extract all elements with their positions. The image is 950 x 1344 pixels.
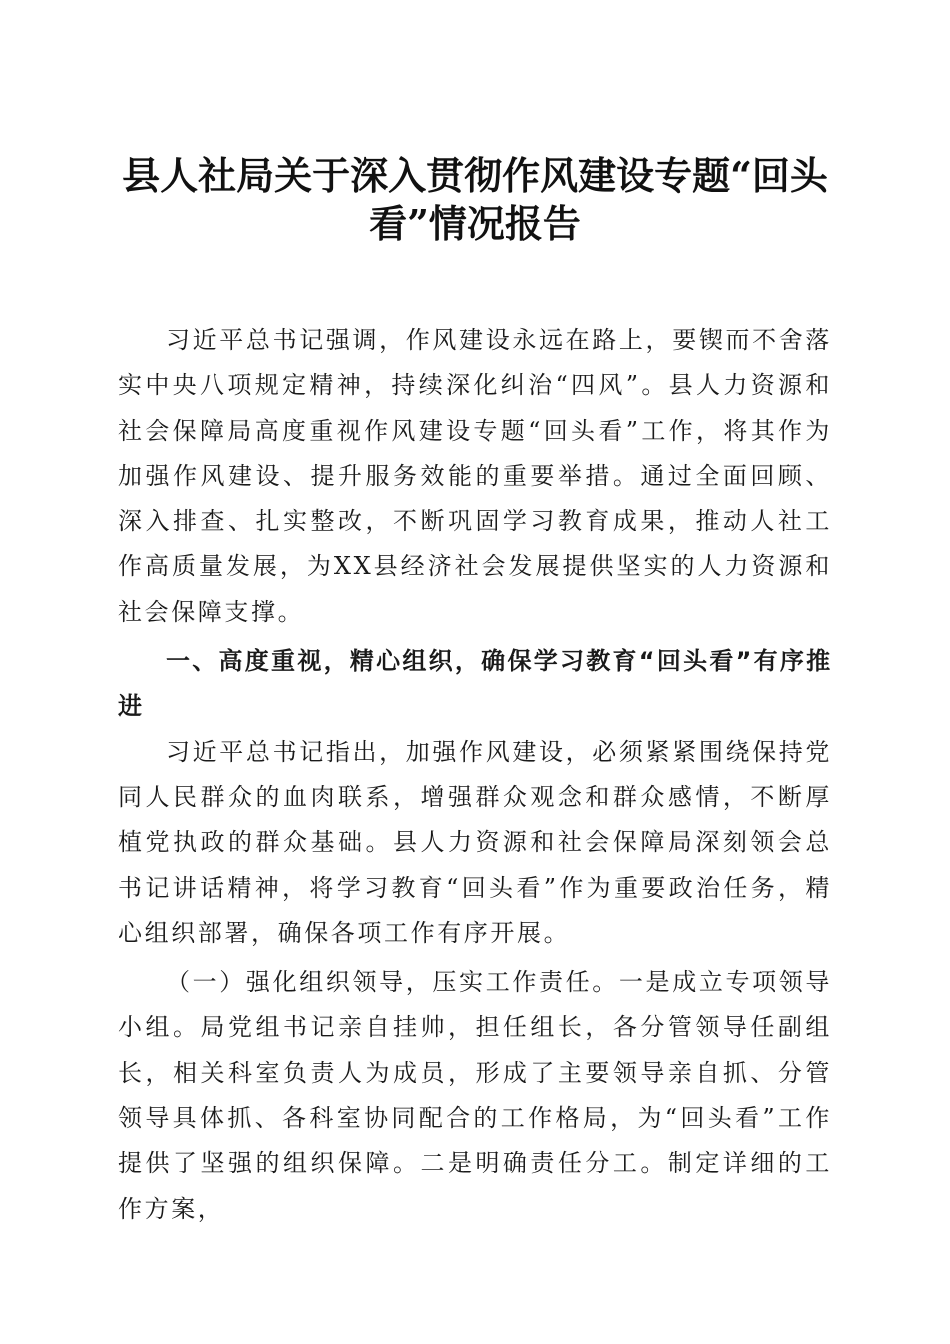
section-heading-1: 一、高度重视，精心组织，确保学习教育“回头看”有序推进 bbox=[118, 647, 832, 721]
subsection-1-title: （一）强化组织领导，压实工作责任。 bbox=[166, 968, 619, 997]
document-title: 县人社局关于深入贯彻作风建设专题“回头看”情况报告 bbox=[122, 153, 828, 246]
intro-paragraph: 习近平总书记强调，作风建设永远在路上，要锲而不舍落实中央八项规定精神，持续深化纠治“四风”。县人力资源和社会保障局高度重视作风建设专题“回头看”工作，将其作为加强作风建设、提升服务效能的重要举措。通过全面回顾、深入排查、扎实整改，不断巩固学习教育成果，推动人社工作高质量发展，为XX县经济社会发展提供坚实的人力资源和社会保障支撑。 bbox=[118, 326, 832, 626]
document-body bbox=[118, 318, 832, 1232]
section-1-paragraph: 习近平总书记指出，加强作风建设，必须紧紧围绕保持党同人民群众的血肉联系，增强群众观念和群众感情，不断厚植党执政的群众基础。县人力资源和社会保障局深刻领会总书记讲话精神，将学习教育“回头看”作为重要政治任务，精心组织部署，确保各项工作有序开展。 bbox=[118, 737, 832, 947]
subsection-1-paragraph bbox=[118, 960, 832, 1232]
subsection-1-body: 一是成立专项领导小组。局党组书记亲自挂帅，担任组长，各分管领导任副组长，相关科室负责人为成员，形成了主要领导亲自抓、分管领导具体抓、各科室协同配合的工作格局，为“回头看”工作提供了坚强的组织保障。二是明确责任分工。制定详细的工作方案， bbox=[118, 968, 832, 1223]
